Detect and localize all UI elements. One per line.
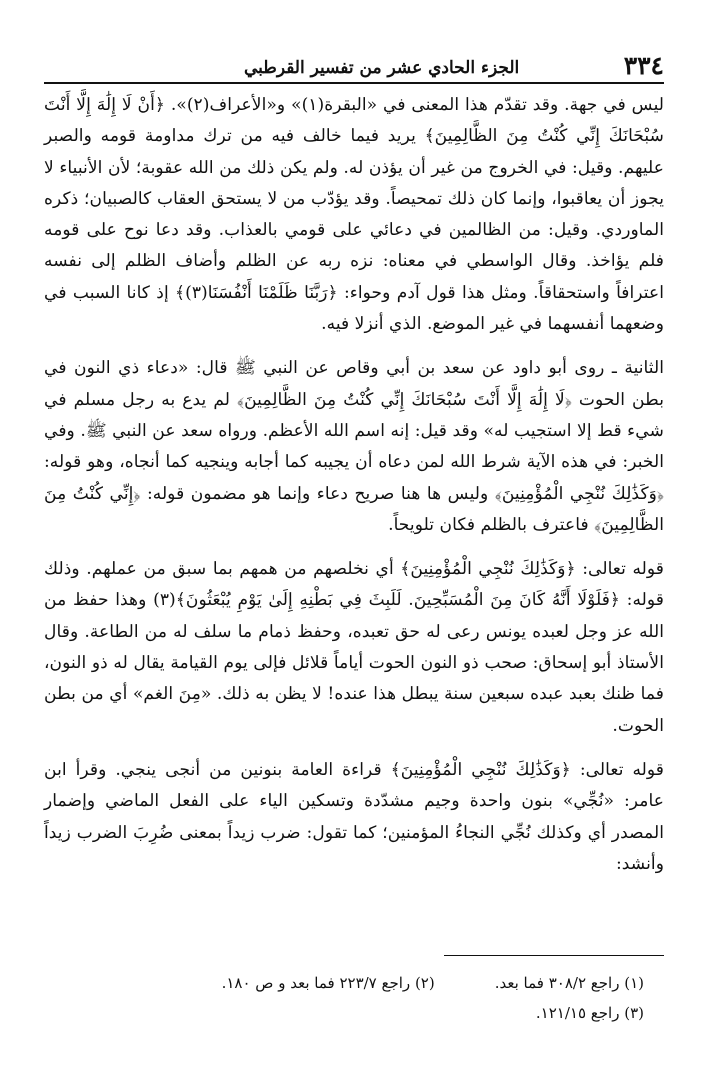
footnote-row <box>44 998 644 1028</box>
paragraph: الثانية ـ روى أبو داود عن سعد بن أبي وقاص عن النبي ﷺ قال: «دعاء ذي النون في بطن الحوت ﴿لَا إِلَٰهَ إِلَّا أَنْتَ سُبْحَانَكَ إِنِّي كُنْتُ مِنَ الظَّالِمِينَ﴾ لم يدع به رجل مسلم في شيء قط إلا استجيب له» وقد قيل: إنه اسم الله الأعظم. ورواه سعد عن النبي ﷺ. وفي الخبر: في هذه الآية شرط الله لمن دعاه أن يجيبه كما أجابه وينجيه كما أنجاه، وهو قوله: ﴿وَكَذَٰلِكَ نُنْجِي الْمُؤْمِنِينَ﴾ وليس ها هنا صريح دعاء وإنما هو مضمون قوله: ﴿إِنِّي كُنْتُ مِنَ الظَّالِمِينَ﴾ فاعترف بالظلم فكان تلويحاً. <box>44 358 664 535</box>
paragraph: قوله تعالى: ﴿وَكَذَٰلِكَ نُنْجِي الْمُؤْمِنِينَ﴾ أي نخلصهم من همهم بما سبق من عملهم. وذلك قوله: ﴿فَلَوْلَا أَنَّهُ كَانَ مِنَ الْمُسَبِّحِينَ. لَلَبِثَ فِي بَطْنِهِ إِلَىٰ يَوْمِ يُبْعَثُونَ﴾(٣) وهذا حفظ من الله عز وجل لعبده يونس رعى له حق تعبده، وحفظ ذمام ما سلف له من الطاعة. وقال الأستاذ أبو إسحاق: صحب ذو النون الحوت أياماً قلائل فإلى يوم القيامة يقال له ذو النون، فما ظنك بعبد عبده سبعين سنة يبطل هذا عنده! لا يظن به ذلك. «مِنَ الغم» أي من بطن الحوت. <box>44 559 664 736</box>
page-header <box>44 44 664 78</box>
footnotes <box>44 968 644 1028</box>
footnote: (٢) راجع ٢٢٣/٧ فما بعد و ص ١٨٠. <box>221 974 435 992</box>
page-number: ٣٣٤ <box>623 51 664 80</box>
footnote-row <box>44 968 644 998</box>
main-text <box>44 90 664 880</box>
header-rule <box>44 82 664 84</box>
paragraph: قوله تعالى: ﴿وَكَذَٰلِكَ نُنْجِي الْمُؤْمِنِينَ﴾ قراءة العامة بنونين من أنجى ينجي. وقرأ ابن عامر: «نُجِّي» بنون واحدة وجيم مشدّدة وتسكين الياء على الفعل الماضي وإضمار المصدر أي وكذلك نُجِّي النجاءُ المؤمنين؛ كما تقول: ضرب زيداً بمعنى ضُرِبَ الضرب زيداً وأنشد: <box>44 759 664 874</box>
paragraph: ليس في جهة. وقد تقدّم هذا المعنى في «البقرة(١)» و«الأعراف(٢)». ﴿أَنْ لَا إِلَٰهَ إِلَّا أَنْتَ سُبْحَانَكَ إِنِّي كُنْتُ مِنَ الظَّالِمِينَ﴾ يريد فيما خالف فيه من ترك مداومة قومه والصبر عليهم. وقيل: في الخروج من غير أن يؤذن له. ولم يكن ذلك من الله عقوبة؛ لأن الأنبياء لا يجوز أن يعاقبوا، وإنما كان ذلك تمحيصاً. وقد يؤدّب من لا يستحق العقاب كالصبيان؛ ذكره الماوردي. وقيل: من الظالمين في دعائي على قومي بالعذاب. وقد دعا نوح على قومه فلم يؤاخذ. وقال الواسطي في معناه: نزه ربه عن الظلم وأضاف الظلم إلى نفسه اعترافاً واستحقاقاً. ومثل هذا قول آدم وحواء: ﴿رَبَّنَا ظَلَمْنَا أَنْفُسَنَا(٣)﴾ إذ كانا السبب في وضعهما أنفسهما في غير الموضع. الذي أنزلا فيه. <box>44 95 665 335</box>
footnote-rule <box>444 955 664 956</box>
footnote: (٣) راجع ١٢١/١٥. <box>535 1004 644 1022</box>
running-title: الجزء الحادي عشر من تفسير القرطبي <box>244 58 520 78</box>
footnote: (١) راجع ٣٠٨/٢ فما بعد. <box>494 974 644 992</box>
